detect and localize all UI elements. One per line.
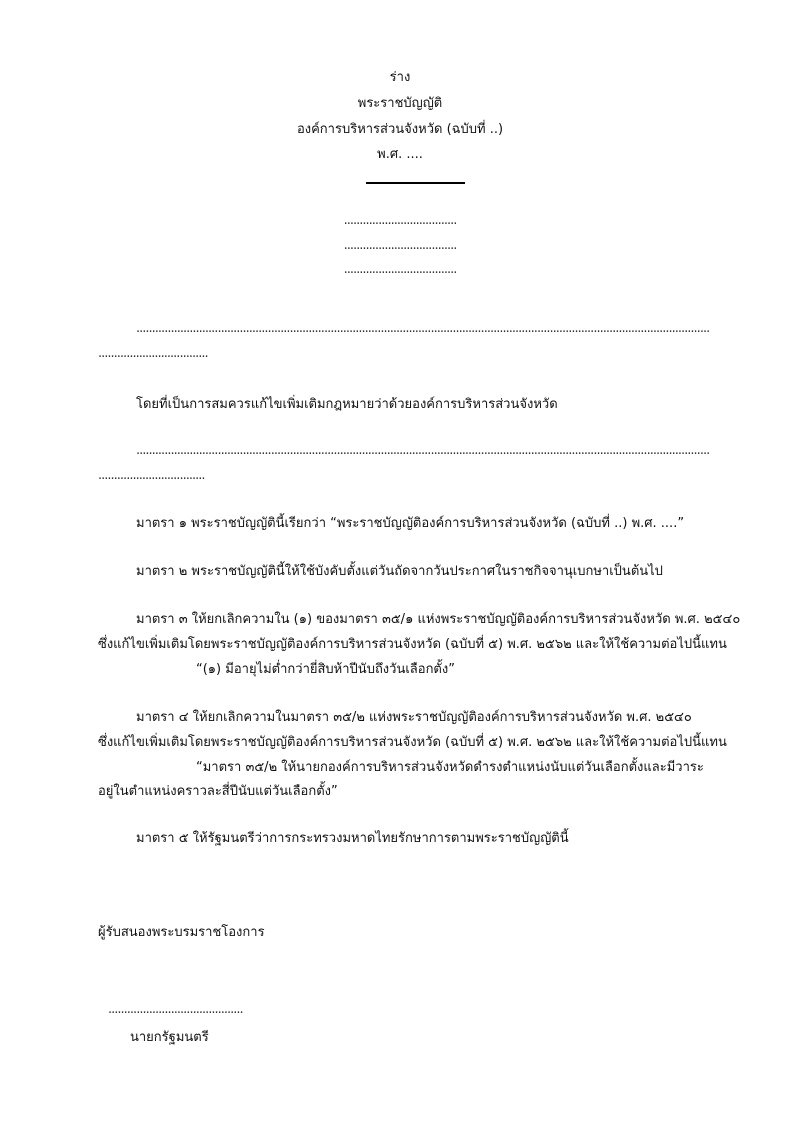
signature-line: ........................................... [108, 1002, 243, 1017]
section-1: มาตรา ๑ พระราชบัญญัตินี้เรียกว่า “พระราชบัญญัติองค์การบริหารส่วนจังหวัด (ฉบับที่ ..) พ.ศ. ....” [136, 516, 685, 531]
placeholder-line: .................................... [343, 238, 457, 253]
placeholder-line: .................................... [343, 213, 457, 228]
preamble: โดยที่เป็นการสมควรแก้ไขเพิ่มเติมกฎหมายว่าด้วยองค์การบริหารส่วนจังหวัด [136, 397, 558, 412]
act-year: พ.ศ. .... [377, 147, 423, 162]
placeholder-paragraph-line: .................................. [98, 468, 205, 483]
act-name: องค์การบริหารส่วนจังหวัด (ฉบับที่ ..) [296, 122, 504, 137]
section-4-line: ซึ่งแก้ไขเพิ่มเติมโดยพระราชบัญญัติองค์การบริหารส่วนจังหวัด (ฉบับที่ ๕) พ.ศ. ๒๕๖๒ และให้ใช้ความต่อไปนี้แทน [98, 735, 727, 750]
placeholder-line: .................................... [343, 262, 457, 277]
placeholder-paragraph-line: ....................................................................................................................................................................................... [136, 443, 710, 458]
section-3-quote: “(๑) มีอายุไม่ต่ำกว่ายี่สิบห้าปีนับถึงวันเลือกตั้ง” [196, 662, 455, 677]
section-2: มาตรา ๒ พระราชบัญญัตินี้ให้ใช้บังคับตั้งแต่วันถัดจากวันประกาศในราชกิจจานุเบกษาเป็นต้นไป [136, 564, 663, 579]
section-4-quote: อยู่ในตำแหน่งคราวละสี่ปีนับแต่วันเลือกตั้ง” [98, 784, 338, 799]
draft-label: ร่าง [389, 70, 411, 85]
section-4-quote: “มาตรา ๓๕/๒ ให้นายกองค์การบริหารส่วนจังหวัดดำรงตำแหน่งนับแต่วันเลือกตั้งและมีวาระ [196, 760, 704, 775]
section-3-line: มาตรา ๓ ให้ยกเลิกความใน (๑) ของมาตรา ๓๕/๑ แห่งพระราชบัญญัติองค์การบริหารส่วนจังหวัด พ.ศ. ๒๕๔๐ [136, 612, 741, 627]
section-4-line: มาตรา ๔ ให้ยกเลิกความในมาตรา ๓๕/๒ แห่งพระราชบัญญัติองค์การบริหารส่วนจังหวัด พ.ศ. ๒๕๔๐ [136, 710, 692, 725]
section-5: มาตรา ๕ ให้รัฐมนตรีว่าการกระทรวงมหาดไทยรักษาการตามพระราชบัญญัตินี้ [136, 831, 569, 846]
signatory-title: นายกรัฐมนตรี [130, 1030, 209, 1045]
title-underline [366, 182, 465, 184]
act-type: พระราชบัญญัติ [357, 96, 443, 111]
placeholder-paragraph-line: ................................... [98, 346, 208, 361]
section-3-line: ซึ่งแก้ไขเพิ่มเติมโดยพระราชบัญญัติองค์การบริหารส่วนจังหวัด (ฉบับที่ ๕) พ.ศ. ๒๕๖๒ และให้ใช้ความต่อไปนี้แทน [98, 637, 727, 652]
placeholder-paragraph-line: ....................................................................................................................................................................................... [136, 321, 710, 336]
countersign-label: ผู้รับสนองพระบรมราชโองการ [98, 925, 265, 940]
